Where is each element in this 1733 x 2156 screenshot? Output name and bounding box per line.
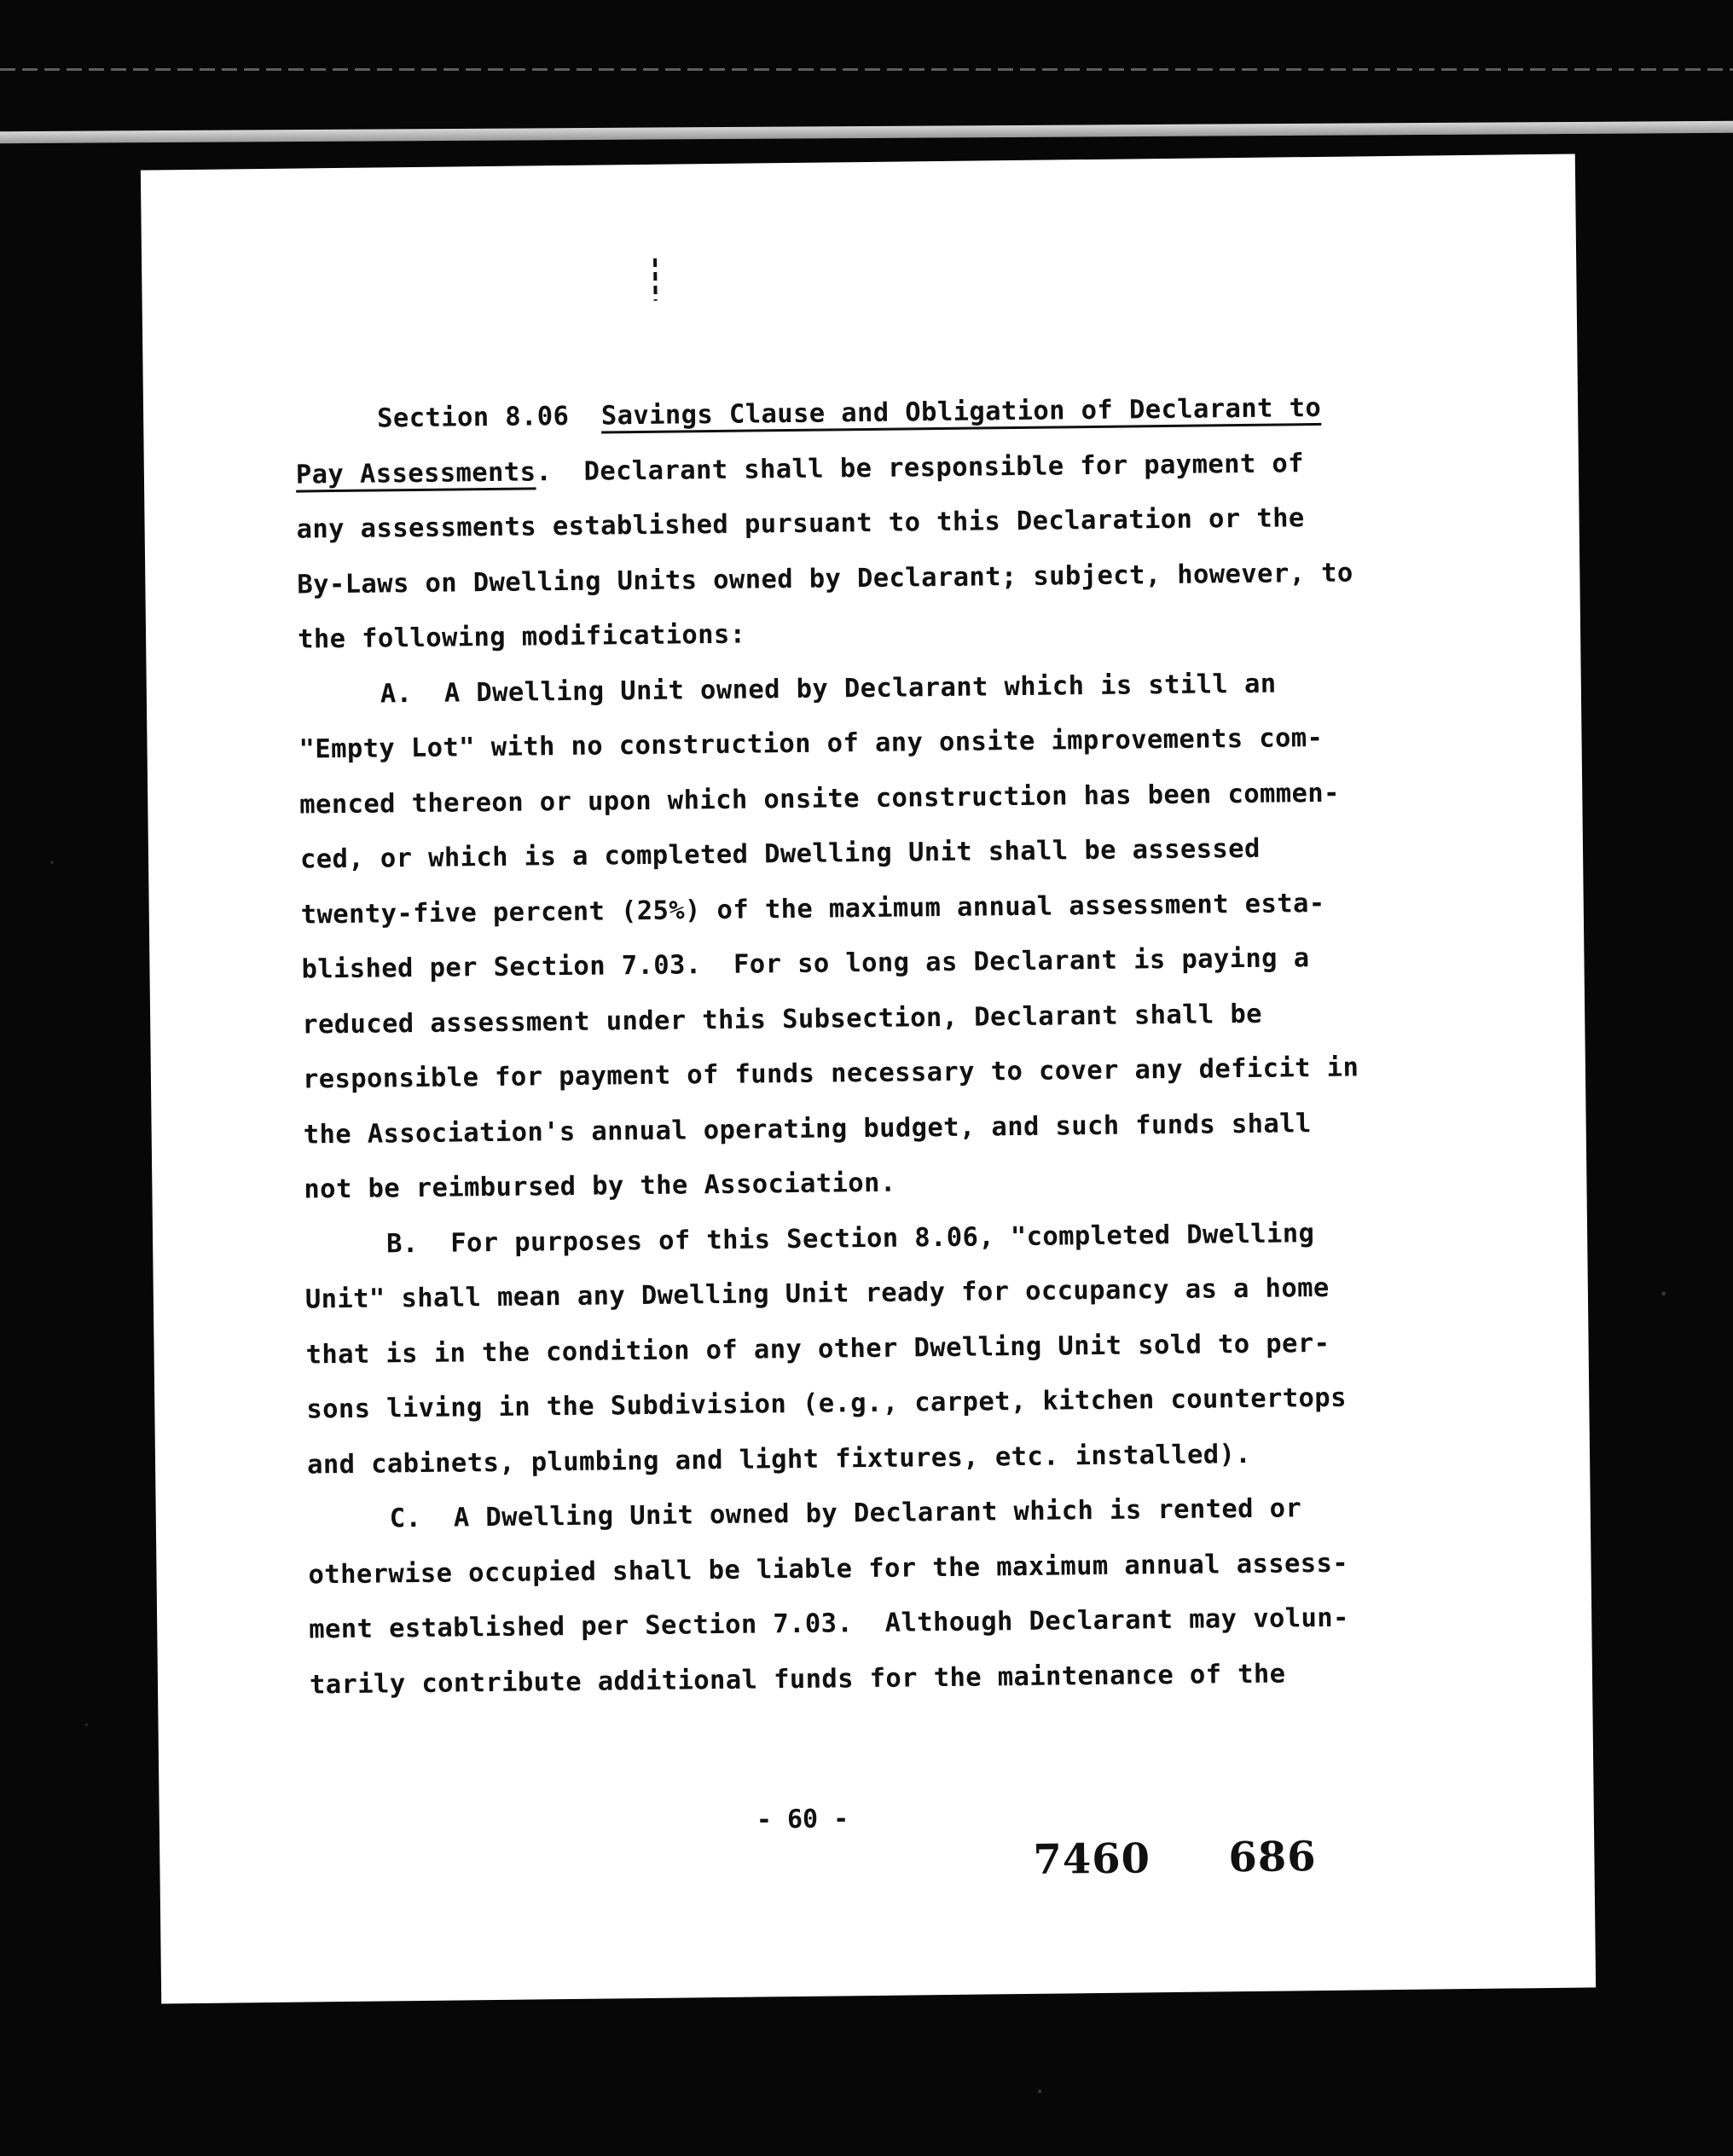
section-heading-part2: Pay Assessments — [295, 456, 536, 490]
paragraph-a-first-line: A. A Dwelling Unit owned by Declarant which is still an — [380, 669, 1277, 709]
body-line: By-Laws on Dwelling Units owned by Declarant; subject, however, to — [297, 558, 1353, 600]
body-line: ced, or which is a completed Dwelling Unit shall be assessed — [299, 833, 1261, 875]
body-line: and cabinets, plumbing and light fixtures, etc. installed). — [306, 1439, 1252, 1480]
body-line-text: Declarant shall be responsible for payment of — [583, 448, 1305, 487]
body-line: ment established per Section 7.03. Although Declarant may volun- — [309, 1603, 1349, 1645]
body-line: twenty-five percent (25%) of the maximum annual assessment esta- — [300, 888, 1325, 930]
paragraph-c-first-line: C. A Dwelling Unit owned by Declarant which is rented or — [389, 1493, 1302, 1534]
body-line: Unit" shall mean any Dwelling Unit ready for occupancy as a home — [304, 1272, 1330, 1315]
scan-artifact-line — [0, 68, 1733, 71]
section-label: Section 8.06 — [376, 401, 570, 434]
paragraph-b-first-line: B. For purposes of this Section 8.06, "completed Dwelling — [385, 1218, 1315, 1259]
body-line: any assessments established pursuant to this Declaration or the — [296, 503, 1305, 545]
body-line: responsible for payment of funds necessary to cover any deficit in — [302, 1052, 1359, 1095]
body-line: "Empty Lot" with no construction of any onsite improvements com- — [298, 722, 1324, 765]
body-line: reduced assessment under this Subsection, Declarant shall be — [302, 999, 1263, 1040]
body-line: sons living in the Subdivision (e.g., carpet, kitchen countertops — [306, 1382, 1348, 1425]
document-body — [295, 380, 1401, 1713]
body-line: the following modifications: — [297, 619, 746, 655]
body-line: Pay Assessments. Declarant shall be responsible for payment of — [295, 448, 1305, 490]
body-line: the Association's annual operating budget, and such funds shall — [303, 1108, 1312, 1150]
body-line: menced thereon or upon which onsite construction has been commen- — [299, 778, 1341, 820]
body-line: tarily contribute additional funds for the maintenance of the — [309, 1658, 1286, 1700]
body-line: that is in the condition of any other Dwelling Unit sold to per- — [305, 1328, 1330, 1370]
body-line: otherwise occupied shall be liable for the maximum annual assess- — [308, 1548, 1349, 1590]
document-page — [141, 154, 1596, 2004]
body-line: blished per Section 7.03. For so long as Declarant is paying a — [301, 943, 1310, 985]
page-number: - 60 - — [756, 1804, 849, 1835]
section-heading-part1: Savings Clause and Obligation of Declarant to — [600, 392, 1322, 432]
body-line: not be reimbursed by the Association. — [304, 1168, 896, 1205]
recording-stamp-book: 7460 — [1033, 1834, 1151, 1884]
punch-mark — [653, 258, 658, 301]
recording-stamp-page: 686 — [1228, 1833, 1317, 1882]
